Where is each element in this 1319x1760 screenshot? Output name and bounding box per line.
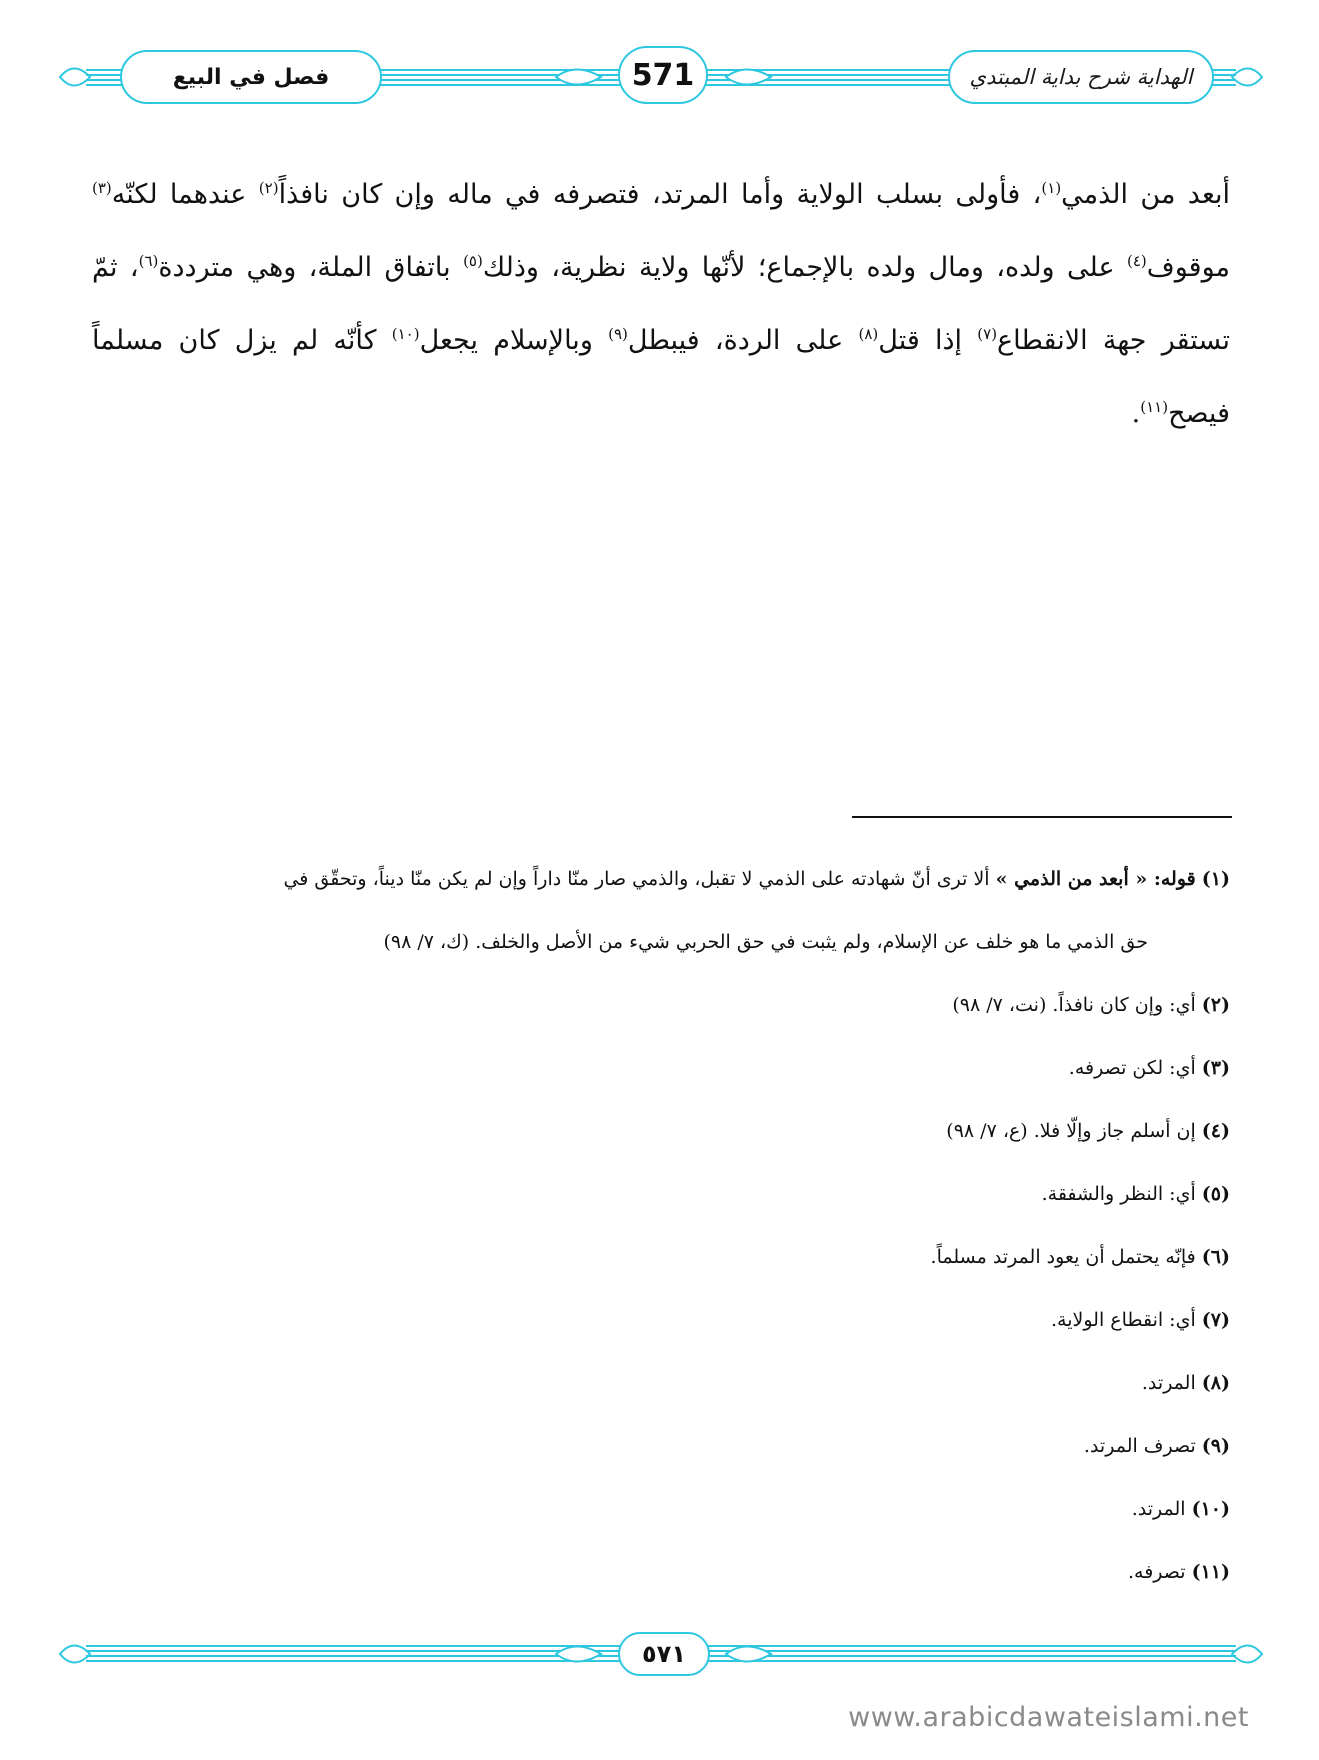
- footnote-marker[interactable]: (١١): [1140, 398, 1169, 416]
- footnote-item: [92, 1037, 1230, 1100]
- footnote-text: ألا ترى أنّ شهادته على الذمي لا تقبل، والذمي صار منّا داراً وإن لم يكن منّا ديناً، وتحقّق في: [283, 868, 996, 890]
- footnote-number: (١): [1201, 868, 1230, 890]
- footnote-item: [92, 1226, 1230, 1289]
- text-segment: على الردة، فيبطل: [627, 325, 859, 356]
- footnote-number: (٣): [1201, 1057, 1230, 1079]
- footnote-marker[interactable]: (٥): [463, 252, 483, 270]
- page-number-bottom: ٥٧١: [642, 1640, 686, 1668]
- book-title-frame: [948, 50, 1214, 104]
- footnote-text: أي: النظر والشفقة.: [1041, 1183, 1202, 1205]
- footnote-marker[interactable]: (٦): [138, 252, 159, 270]
- text-segment: ، ثمّ تستقر جهة الانقطاع: [92, 252, 1230, 356]
- footnote-separator: [852, 816, 1232, 818]
- text-segment: على ولده، ومال ولده بالإجماع؛ لأنّها ولاية نظرية، وذلك: [482, 252, 1127, 283]
- footnote-label: قوله: « أبعد من الذمي »: [995, 868, 1196, 890]
- footnote-number: (٦): [1201, 1246, 1230, 1268]
- text-segment: أبعد من الذمي: [1061, 179, 1231, 210]
- footnote-text: المرتد.: [1131, 1498, 1192, 1520]
- footnote-marker[interactable]: (١): [1041, 179, 1062, 197]
- text-segment: وبالإسلام يجعل: [419, 325, 609, 356]
- watermark-url: www.arabicdawateislami.net: [848, 1702, 1249, 1733]
- footnote-text: تصرف المرتد.: [1083, 1435, 1202, 1457]
- footnote-item: [92, 1415, 1230, 1478]
- footnote-number: (٤): [1201, 1120, 1230, 1142]
- text-segment: إذا قتل: [878, 325, 978, 356]
- text-segment: ، فأولى بسلب الولاية وأما المرتد، فتصرفه في ماله وإن كان نافذاً: [278, 179, 1042, 210]
- footnote-marker[interactable]: (٨): [858, 325, 879, 343]
- text-segment: .: [1131, 398, 1141, 429]
- footnote-marker[interactable]: (٣): [92, 179, 112, 197]
- footnote-marker[interactable]: (١٠): [391, 325, 420, 343]
- text-segment: كأنّه لم يزل كان مسلماً فيصح: [92, 325, 1230, 429]
- chapter-title: فصل في البيع: [172, 64, 330, 90]
- page-footer: [56, 1626, 1266, 1690]
- footnote-text: تصرفه.: [1127, 1561, 1192, 1583]
- page-number-top: 571: [631, 57, 695, 93]
- footnote-text: فإنّه يحتمل أن يعود المرتد مسلماً.: [930, 1246, 1202, 1268]
- footnote-item: [92, 848, 1230, 911]
- footnote-text: أي: وإن كان نافذاً. (نت، ٧/ ٩٨): [952, 994, 1202, 1016]
- footnotes: [92, 848, 1230, 1604]
- footnote-item: [92, 1541, 1230, 1604]
- footnote-number: (٩): [1201, 1435, 1230, 1457]
- footnote-number: (١٠): [1191, 1498, 1230, 1520]
- footnote-text: إن أسلم جاز وإلّا فلا. (ع، ٧/ ٩٨): [946, 1120, 1202, 1142]
- footnote-marker[interactable]: (٢): [258, 179, 279, 197]
- page-header: [56, 46, 1266, 110]
- footnote-item: [92, 1100, 1230, 1163]
- footnote-number: (١١): [1191, 1561, 1230, 1583]
- footnote-text: أي: لكن تصرفه.: [1068, 1057, 1202, 1079]
- footnote-number: (٨): [1201, 1372, 1230, 1394]
- main-text: [92, 158, 1230, 450]
- footnote-item: [92, 1478, 1230, 1541]
- footer-page-number-frame: [618, 1632, 710, 1676]
- page-number-frame: [618, 46, 708, 104]
- footnote-marker[interactable]: (٧): [977, 325, 998, 343]
- footnote-text: أي: انقطاع الولاية.: [1050, 1309, 1202, 1331]
- text-segment: باتفاق الملة، وهي مترددة: [158, 252, 464, 283]
- book-title: الهداية شرح بداية المبتدي: [969, 65, 1193, 89]
- footnote-item: [92, 1163, 1230, 1226]
- chapter-title-frame: [120, 50, 382, 104]
- footnote-marker[interactable]: (٤): [1126, 252, 1147, 270]
- footnote-number: (٧): [1201, 1309, 1230, 1331]
- footnote-text: المرتد.: [1141, 1372, 1202, 1394]
- text-segment: موقوف: [1146, 252, 1231, 283]
- footnote-continuation: [92, 911, 1230, 974]
- text-segment: عندهما لكنّه: [111, 179, 259, 210]
- footnote-number: (٥): [1201, 1183, 1230, 1205]
- footnote-number: (٢): [1201, 994, 1230, 1016]
- footnote-item: [92, 1352, 1230, 1415]
- footnote-text: حق الذمي ما هو خلف عن الإسلام، ولم يثبت في حق الحربي شيء من الأصل والخلف. (ك، ٧/ ٩٨): [383, 931, 1148, 953]
- footnote-item: [92, 974, 1230, 1037]
- footnote-item: [92, 1289, 1230, 1352]
- footnote-marker[interactable]: (٩): [608, 325, 628, 343]
